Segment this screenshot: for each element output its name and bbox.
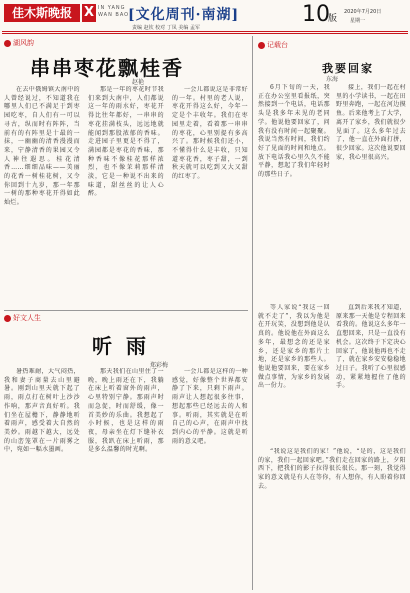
book-icon bbox=[258, 42, 265, 49]
article2-col1-text: 6月下旬的一天，我正在办公室里看报纸，突然接到一个电话，电话那头是我多年未见的老同学。他说他要回家了，问我有没有时间一起聚聚。我说当然有时间，我们约好了见面的时间和地点。放下电话我心里久久不能平静，想起了我们年轻时的那些日子。 bbox=[258, 84, 330, 179]
article1-tag bbox=[4, 38, 34, 48]
article3-col3 bbox=[172, 368, 248, 590]
article1-divider bbox=[4, 310, 248, 311]
article1-col1 bbox=[4, 86, 80, 306]
article3-col1-text: 暑热难耐，大气闷热，我和妻子商量去山里避暑。刚到山里天就下起了雨，雨点打在树叶上沙沙作响，那声音真好听。我们坐在屋檐下，静静地听着雨声，感受着大自然的美妙。雨越下越大，远处的山峦笼罩在一片雨雾之中，宛如一幅水墨画。 bbox=[4, 368, 80, 454]
article2-title: 我要回家 bbox=[322, 62, 374, 75]
header-rule-top bbox=[2, 31, 408, 32]
page-number: 10 bbox=[302, 2, 330, 27]
article3-col3-text: 一会儿都是这样的一种感觉，好像整个世界都安静了下来，只剩下雨声。雨声让人想起很多往事，想起那些已经远去的人和事。听雨，其实就是在听自己的心声，在雨声中找到内心的平静。这就是听雨的意义吧。 bbox=[172, 368, 248, 445]
leaf-icon bbox=[4, 315, 11, 322]
masthead bbox=[0, 0, 410, 34]
article2-tag bbox=[258, 40, 288, 50]
staff-credits: 责编 赵钦 校对 丁凤 美编 孟军 bbox=[132, 25, 200, 31]
article4-col2-text: “我说这是我们的家！”他说，“是的，这是我们的家，我们一起回家吧。”我们走在回家的路上，夕阳西下，把我们的影子拉得很长很长。那一刻，我觉得家的意义就是有人在等你，有人想你，有人盼着你回去。 bbox=[258, 448, 406, 490]
header-rule-bottom bbox=[2, 33, 408, 34]
section-title: [文化周刊·南湖] bbox=[128, 7, 240, 23]
pinyin-line2: WAN BAO bbox=[98, 12, 130, 18]
article1-tag-label: 湖风韵 bbox=[13, 39, 34, 47]
issue-date: 2020年7月20日 bbox=[344, 9, 382, 15]
logo-pinyin bbox=[98, 5, 129, 19]
article2-col2-text: 接上，我们一起在村里的小学读书，一起在田野里奔跑，一起在河边摸鱼。后来他考上了大学，离开了家乡，我们就很少见面了。这么多年过去了，他一直在外面打拼，很少回家。这次他说要回家，我心里很高兴。 bbox=[336, 84, 406, 161]
article4-col1 bbox=[336, 304, 406, 444]
article4-col1-text: 直到后来我才知道，原来那一天他是专程回来看我的。他说这么多年一直想回来，只是一直没有机会。这次终于下定决心回家了，他说他再也不走了，就在家乡安安稳稳地过日子。我听了心里很感动，紧紧地握住了他的手。 bbox=[336, 304, 406, 390]
article3-col2-text: 那天我们在山里住了一晚，晚上雨还在下，我躺在床上听着窗外的雨声，心里特别宁静。那雨声时而急促，时而舒缓，像一首美妙的乐曲。我想起了小时候，也是这样的雨夜，母亲坐在灯下缝补衣服，我趴在床上听雨，那是多么温馨的时光啊。 bbox=[88, 368, 164, 454]
article2-col3 bbox=[258, 304, 330, 444]
article3-author: 郑彩梅 bbox=[150, 362, 169, 369]
article1-title: 串串枣花飘桂香 bbox=[30, 56, 184, 80]
article2-col3-text: 等人家说“我这一回就不走了”，我以为他是在开玩笑，没想到他是认真的。他说他在外面这么多年，最想念的还是家乡，还是家乡的那片土地，还是家乡的那些人。他说他要回来，要在家乡做点事情，为家乡的发展出一份力。 bbox=[258, 304, 330, 390]
pinyin-line1: IN YANG bbox=[98, 5, 126, 11]
newspaper-logo: 佳木斯晚报 bbox=[4, 4, 80, 22]
article1-col2-text: 那是一年的枣花时节我们来到大南中，人们都说这一年的雨水好，枣花开得比往年都好，一串串的枣花挂满枝头，远远地就能闻到那股浓郁的香味。走进园子里更是不得了，满园都是枣花的香味，那种香味不像桂花那样浓烈，也不像茉莉那样清淡，它是一种说不出来的味道，甜丝丝的让人心醉。 bbox=[88, 86, 164, 198]
flower-icon bbox=[4, 40, 11, 47]
article1-col2 bbox=[88, 86, 164, 306]
article3-col1 bbox=[4, 368, 80, 590]
page-unit: 版 bbox=[328, 14, 338, 24]
logo-x-letter: X bbox=[83, 5, 95, 20]
article4-col2 bbox=[258, 448, 406, 588]
issue-weekday: 星期一 bbox=[350, 18, 366, 24]
article2-tag-label: 记载台 bbox=[267, 41, 288, 49]
article3-col2 bbox=[88, 368, 164, 590]
article1-col3 bbox=[172, 86, 248, 306]
article1-col3-text: 一会儿都说这是非常好的一年。村里的老人说，枣花开得这么好，今年一定是个丰收年。我们在枣园里走着，看着那一串串的枣花，心里别提有多高兴了。那时候我们还小，不懂得什么是丰收，只知道枣花香，枣子甜，一到秋天就可以吃到又大又甜的红枣了。 bbox=[172, 86, 248, 181]
column-divider bbox=[252, 36, 253, 590]
article3-tag-label: 好文人生 bbox=[13, 314, 41, 322]
article3-tag bbox=[4, 313, 41, 323]
article1-col1-text: 在去中俄姆镇大南中的人曾经说过，不知道我在哪里人们已不满足于到枣园吃枣，自人们有一可以寻古，纵而时有阵阵，当前有的有阵里是十最的一抹，一幽幽的清香漫漫而来，宁静清香的果园又令人神往遐思。桂花清香……细细品味——美丽的花香一树桂花树，又令你回到十九岁，那一年那一树的那种枣花开得如此灿烂。 bbox=[4, 86, 80, 207]
article3-title: 听雨 bbox=[92, 334, 160, 358]
article1-author: 赵艳 bbox=[132, 79, 145, 86]
article2-col2 bbox=[336, 84, 406, 300]
article2-col1 bbox=[258, 84, 330, 300]
article2-author: 东海 bbox=[326, 76, 339, 83]
